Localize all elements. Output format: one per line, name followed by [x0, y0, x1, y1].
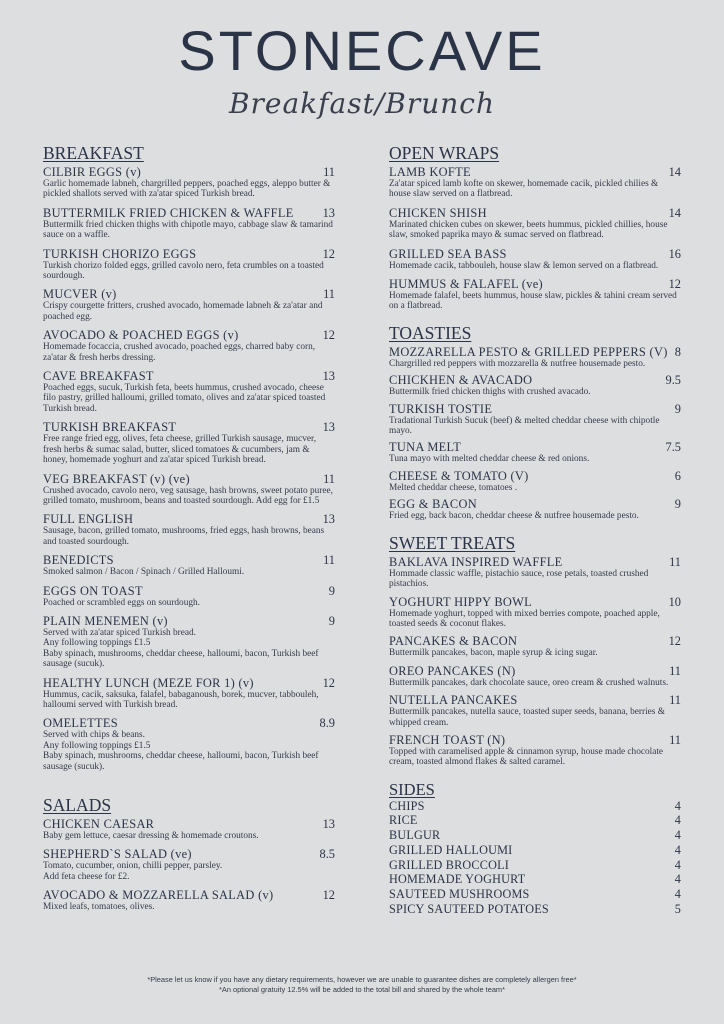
menu-item-price: 7.5: [665, 440, 681, 455]
menu-item: [43, 512, 335, 547]
menu-item-row: [43, 420, 335, 434]
side-item-name: BULGUR: [389, 828, 441, 843]
side-item: [389, 887, 681, 902]
menu-item: [389, 595, 681, 630]
menu-item-price: 13: [322, 205, 335, 220]
side-item-name: GRILLED BROCCOLI: [389, 857, 509, 872]
salads-list: [43, 817, 335, 913]
menu-item-row: [43, 614, 335, 628]
side-item: [389, 799, 681, 814]
section-title-open-wraps: OPEN WRAPS: [389, 143, 500, 163]
menu-item: [43, 676, 335, 711]
menu-item-description: Buttermilk pancakes, bacon, maple syrup & icing sugar.: [389, 648, 598, 659]
side-item: [389, 828, 681, 843]
menu-item-price: 11: [323, 165, 335, 179]
menu-item-price: 13: [322, 420, 335, 435]
menu-item-price: 9: [328, 583, 335, 598]
menu-item-price: 11: [323, 287, 335, 302]
menu-item: [389, 555, 681, 590]
side-item-price: 4: [674, 798, 681, 813]
menu-item-description: Buttermilk pancakes, nutella sauce, toasted super seeds, banana, berries & whipped cream.: [389, 707, 665, 728]
menu-item-name: CAVE BREAKFAST: [43, 369, 154, 384]
side-item-name: CHIPS: [389, 798, 425, 813]
breakfast-list: [43, 165, 335, 772]
menu-item: [389, 373, 681, 397]
sides-list: [389, 799, 681, 917]
menu-item-name: HEALTHY LUNCH (MEZE FOR 1) (v): [43, 675, 254, 690]
menu-item-row: [43, 847, 335, 861]
menu-item-name: OREO PANCAKES (N): [389, 663, 516, 678]
menu-item-description: Homemade falafel, beets hummus, house slaw, pickles & tahini cream served on a flatbread.: [389, 291, 677, 312]
menu-item-price: 12: [322, 246, 335, 261]
right-column: [389, 144, 681, 916]
menu-item-name: MOZZARELLA PESTO & GRILLED PEPPERS (V): [389, 344, 668, 359]
menu-item-description: Buttermilk fried chicken thighs with crushed avacado.: [389, 387, 591, 398]
menu-item-price: 12: [322, 675, 335, 690]
menu-item-price: 11: [669, 554, 681, 569]
menu-item: [389, 693, 681, 728]
side-item: [389, 813, 681, 828]
menu-item-description: Mixed leafs, tomatoes, olives.: [43, 902, 155, 913]
sweet-treats-list: [389, 555, 681, 768]
side-item-price: 4: [674, 857, 681, 872]
menu-item: [43, 888, 335, 912]
menu-item-name: TURKISH CHORIZO EGGS: [43, 246, 197, 261]
menu-item-price: 11: [669, 663, 681, 678]
menu-item: [389, 206, 681, 241]
menu-item: [389, 469, 681, 493]
footer-notes: [0, 975, 724, 995]
menu-item: [43, 472, 335, 507]
menu-item-row: [389, 664, 681, 678]
menu-item-name: GRILLED SEA BASS: [389, 246, 507, 261]
side-item-price: 4: [674, 886, 681, 901]
menu-item-row: [389, 634, 681, 648]
menu-item-price: 13: [322, 512, 335, 527]
menu-item: [43, 584, 335, 608]
menu-item-description: Topped with caramelised apple & cinnamon syrup, house made chocolate cream, toasted almond flakes & salted caramel.: [389, 746, 664, 768]
menu-item-description: Free range fried egg, olives, feta cheese, grilled Turkish sausage, mucver, fresh herbs & sumac salad, butter, sliced tomatoes & cucumbers, jam & honey, homemade yoghurt and za'atar spiced Turkish bread.: [43, 434, 317, 466]
menu-item-description: Fried egg, back bacon, cheddar cheese & nutfree housemade pesto.: [389, 511, 639, 522]
menu-item-price: 9.5: [665, 373, 681, 388]
menu-item-row: [389, 693, 681, 707]
allergen-note: *Please let us know if you have any dietary requirements, however we are unable to guarantee dishes are completely allergen free*: [147, 975, 577, 984]
menu-item-price: 13: [322, 369, 335, 384]
menu-item-row: [389, 247, 681, 261]
menu-item-row: [389, 595, 681, 609]
menu-item-name: BUTTERMILK FRIED CHICKEN & WAFFLE: [43, 205, 294, 220]
menu-item-row: [389, 469, 681, 483]
menu-item-name: TURKISH BREAKFAST: [43, 420, 177, 435]
menu-item: [389, 402, 681, 437]
side-item-price: 4: [674, 842, 681, 857]
menu-item: [389, 664, 681, 688]
menu-item: [43, 247, 335, 282]
menu-item-description: Chargrilled red peppers with mozzarella & nutfree housemade pesto.: [389, 358, 646, 369]
side-item: [389, 872, 681, 887]
menu-item-name: FRENCH TOAST (N): [389, 732, 506, 747]
menu-item-name: AVOCADO & POACHED EGGS (v): [43, 328, 239, 343]
menu-item-description: Turkish chorizo folded eggs, grilled cavolo nero, feta crumbles on a toasted sourdough.: [43, 260, 324, 282]
menu-item-price: 11: [669, 732, 681, 747]
menu-item-row: [389, 373, 681, 387]
menu-item-row: [389, 345, 681, 359]
menu-item: [43, 165, 335, 200]
menu-item-row: [43, 584, 335, 598]
menu-item-row: [389, 497, 681, 511]
menu-item-name: BAKLAVA INSPIRED WAFFLE: [389, 554, 563, 569]
section-title-sweet-treats: SWEET TREATS: [389, 532, 516, 553]
menu-item-row: [389, 206, 681, 220]
menu-item-name: EGG & BACON: [389, 497, 477, 512]
menu-item-name: BENEDICTS: [43, 553, 114, 568]
menu-item-name: TURKISH TOSTIE: [389, 401, 493, 416]
menu-item: [43, 847, 335, 882]
menu-item-row: [389, 555, 681, 569]
menu-item: [389, 247, 681, 271]
side-item-price: 4: [674, 813, 681, 828]
menu-item-name: SHEPHERD`S SALAD (ve): [43, 847, 192, 862]
menu-item: [389, 497, 681, 521]
section-title-sides: SIDES: [389, 779, 435, 799]
section-title-toasties: TOASTIES: [389, 322, 472, 343]
menu-item-name: CHICKHEN & AVACADO: [389, 373, 533, 388]
menu-item-price: 14: [668, 165, 681, 179]
menu-item-description: Homemade yoghurt, topped with mixed berries compote, poached apple, toasted seeds & coconut flakes.: [389, 608, 660, 629]
side-item: [389, 858, 681, 873]
menu-item-name: PLAIN MENEMEN (v): [43, 613, 168, 628]
side-item-name: SPICY SAUTEED POTATOES: [389, 901, 549, 916]
side-item-price: 4: [674, 872, 681, 887]
menu-item-price: 8: [674, 344, 681, 359]
menu-item-row: [43, 817, 335, 831]
menu-item-price: 12: [322, 328, 335, 343]
menu-item-name: FULL ENGLISH: [43, 512, 134, 527]
menu-item-name: AVOCADO & MOZZARELLA SALAD (v): [43, 888, 274, 903]
menu-item: [43, 206, 335, 241]
menu-item-row: [43, 553, 335, 567]
menu-item-row: [389, 165, 681, 179]
side-item: [389, 843, 681, 858]
menu-item-name: PANCAKES & BACON: [389, 634, 518, 649]
side-item-price: 4: [674, 828, 681, 843]
menu-item: [43, 553, 335, 577]
menu-item-name: CILBIR EGGS (v): [43, 165, 142, 179]
menu-item-row: [43, 369, 335, 383]
menu-item-description: Baby gem lettuce, caesar dressing & homemade croutons.: [43, 831, 259, 841]
menu-item-row: [43, 512, 335, 526]
menu-item-name: NUTELLA PANCAKES: [389, 693, 518, 708]
menu-item-description: Garlic homemade labneh, chargrilled peppers, poached eggs, aleppo butter & pickled shallots served with za'atar spiced Turkish bread.: [43, 179, 331, 200]
menu-item-price: 13: [322, 817, 335, 831]
menu-item-price: 12: [668, 277, 681, 292]
menu-item-name: VEG BREAKFAST (v) (ve): [43, 471, 190, 486]
menu-item: [43, 420, 335, 465]
menu-item-row: [43, 888, 335, 902]
menu-item-name: CHEESE & TOMATO (V): [389, 468, 529, 483]
side-item-name: SAUTEED MUSHROOMS: [389, 886, 530, 901]
side-item-price: 5: [674, 901, 681, 916]
menu-item: [389, 733, 681, 768]
menu-item-row: [43, 716, 335, 730]
menu-item-price: 11: [669, 693, 681, 708]
menu-item-name: MUCVER (v): [43, 287, 117, 302]
menu-item: [43, 369, 335, 414]
menu-item-price: 10: [668, 594, 681, 609]
menu-item-row: [389, 733, 681, 747]
menu-item-price: 12: [322, 888, 335, 903]
menu-item-description: Tradational Turkish Sucuk (beef) & melted cheddar cheese with chipotle mayo.: [389, 415, 660, 437]
menu-item-name: OMELETTES: [43, 716, 118, 731]
menu-item-row: [43, 206, 335, 220]
menu-item-name: CHICKEN SHISH: [389, 205, 487, 220]
menu-item: [43, 817, 335, 841]
menu-item-description: Homemade focaccia, crushed avocado, poached eggs, charred baby corn, za'atar & fresh herbs dressing.: [43, 342, 316, 363]
menu-item: [43, 614, 335, 670]
menu-item-row: [43, 247, 335, 261]
menu-item-description: Poached or scrambled eggs on sourdough.: [43, 597, 200, 608]
open-wraps-list: [389, 165, 681, 312]
side-item-name: GRILLED HALLOUMI: [389, 842, 513, 857]
menu-item-description: Tomato, cucumber, onion, chilli pepper, parsley. Add feta cheese for £2.: [43, 861, 223, 882]
menu-item-description: Buttermilk pancakes, dark chocolate sauce, oreo cream & crushed walnuts.: [389, 677, 669, 688]
menu-item-description: Sausage, bacon, grilled tomato, mushrooms, fried eggs, hash browns, beans and toasted sourdough.: [43, 526, 325, 547]
menu-item: [389, 277, 681, 312]
side-item-name: RICE: [389, 813, 418, 828]
menu-item-row: [43, 165, 335, 179]
menu-item-description: Tuna mayo with melted cheddar cheese & red onions.: [389, 454, 590, 465]
menu-item-description: Hommade classic waffle, pistachio sauce, rose petals, toasted crushed pistachios.: [389, 568, 649, 590]
section-title-salads: SALADS: [43, 795, 112, 815]
gratuity-note: *An optional gratuity 12.5% will be added to the total bill and shared by the whole team*: [219, 985, 505, 994]
menu-item-row: [389, 402, 681, 416]
menu-item-description: Buttermilk fried chicken thighs with chipotle mayo, cabbage slaw & tamarind sauce on a waffle.: [43, 219, 333, 241]
brand-title: STONECAVE: [178, 19, 546, 82]
menu-item: [389, 634, 681, 658]
menu-item: [43, 328, 335, 363]
menu-item-description: Smoked salmon / Bacon / Spinach / Grilled Halloumi.: [43, 567, 245, 578]
menu-item-description: Marinated chicken cubes on skewer, beets hummus, pickled chillies, house slaw, smoked paprika mayo & sumac served on flatbread.: [389, 219, 668, 241]
menu-item-description: Poached eggs, sucuk, Turkish feta, beets hummus, crushed avocado, cheese filo pastry, grilled halloumi, grilled tomato, olives and za'atar spiced toasted Turkish bread.: [43, 383, 326, 414]
menu-item-price: 16: [668, 246, 681, 261]
menu-item-price: 8.9: [319, 716, 335, 731]
menu-item-name: LAMB KOFTE: [389, 165, 471, 179]
menu-item-description: Served with za'atar spiced Turkish bread. Any following toppings £1.5 Baby spinach, mushrooms, cheddar cheese, halloumi, bacon, Turkish beef sausage (sucuk).: [43, 627, 319, 670]
menu-item-row: [43, 287, 335, 301]
menu-item-row: [43, 328, 335, 342]
menu-item-row: [389, 277, 681, 291]
menu-item-description: Homemade cacik, tabbouleh, house slaw & lemon served on a flatbread.: [389, 260, 659, 271]
menu-item-price: 11: [323, 471, 335, 486]
menu-item-row: [43, 472, 335, 486]
menu-item: [43, 716, 335, 772]
toasties-list: [389, 345, 681, 522]
menu-item-price: 12: [668, 634, 681, 649]
menu-item-price: 8.5: [319, 847, 335, 862]
menu-item-name: TUNA MELT: [389, 440, 462, 455]
menu-item: [43, 287, 335, 322]
menu-item-row: [43, 676, 335, 690]
menu-item-price: 9: [674, 401, 681, 416]
menu-item: [389, 345, 681, 369]
menu-item-description: Za'atar spiced lamb kofte on skewer, homemade cacik, pickled chilies & house slaw served on a flatbread.: [389, 179, 659, 200]
section-title-breakfast: BREAKFAST: [43, 143, 144, 163]
menu-item-price: 6: [674, 468, 681, 483]
menu-item-name: EGGS ON TOAST: [43, 583, 143, 598]
menu-item-price: 11: [323, 553, 335, 568]
left-column: [43, 144, 335, 913]
menu-item-price: 9: [328, 613, 335, 628]
menu-item-price: 9: [674, 497, 681, 512]
side-item-name: HOMEMADE YOGHURT: [389, 872, 526, 887]
menu-subtitle: Breakfast/Brunch: [228, 87, 496, 120]
menu-item: [389, 165, 681, 200]
menu-item-description: Crushed avocado, cavolo nero, veg sausage, hash browns, sweet potato puree, grilled tomato, mushroom, beans and toasted sourdough. Add egg for £1.5: [43, 485, 333, 506]
menu-item-row: [389, 440, 681, 454]
menu-item-description: Hummus, cacik, saksuka, falafel, babaganoush, borek, mucver, tabbouleh, halloumi served with Turkish bread.: [43, 689, 319, 710]
menu-item-description: Crispy courgette fritters, crushed avocado, homemade labneh & za'atar and poached egg.: [43, 301, 323, 322]
menu-item-name: YOGHURT HIPPY BOWL: [389, 594, 533, 609]
menu-item-name: HUMMUS & FALAFEL (ve): [389, 277, 543, 292]
menu-item-name: CHICKEN CAESAR: [43, 817, 155, 831]
menu-item-price: 14: [668, 205, 681, 220]
menu-item: [389, 440, 681, 464]
side-item: [389, 902, 681, 917]
menu-item-description: Melted cheddar cheese, tomatoes .: [389, 482, 518, 493]
menu-item-description: Served with chips & beans. Any following toppings £1.5 Baby spinach, mushrooms, cheddar cheese, halloumi, bacon, Turkish beef sausage (sucuk).: [43, 730, 319, 772]
